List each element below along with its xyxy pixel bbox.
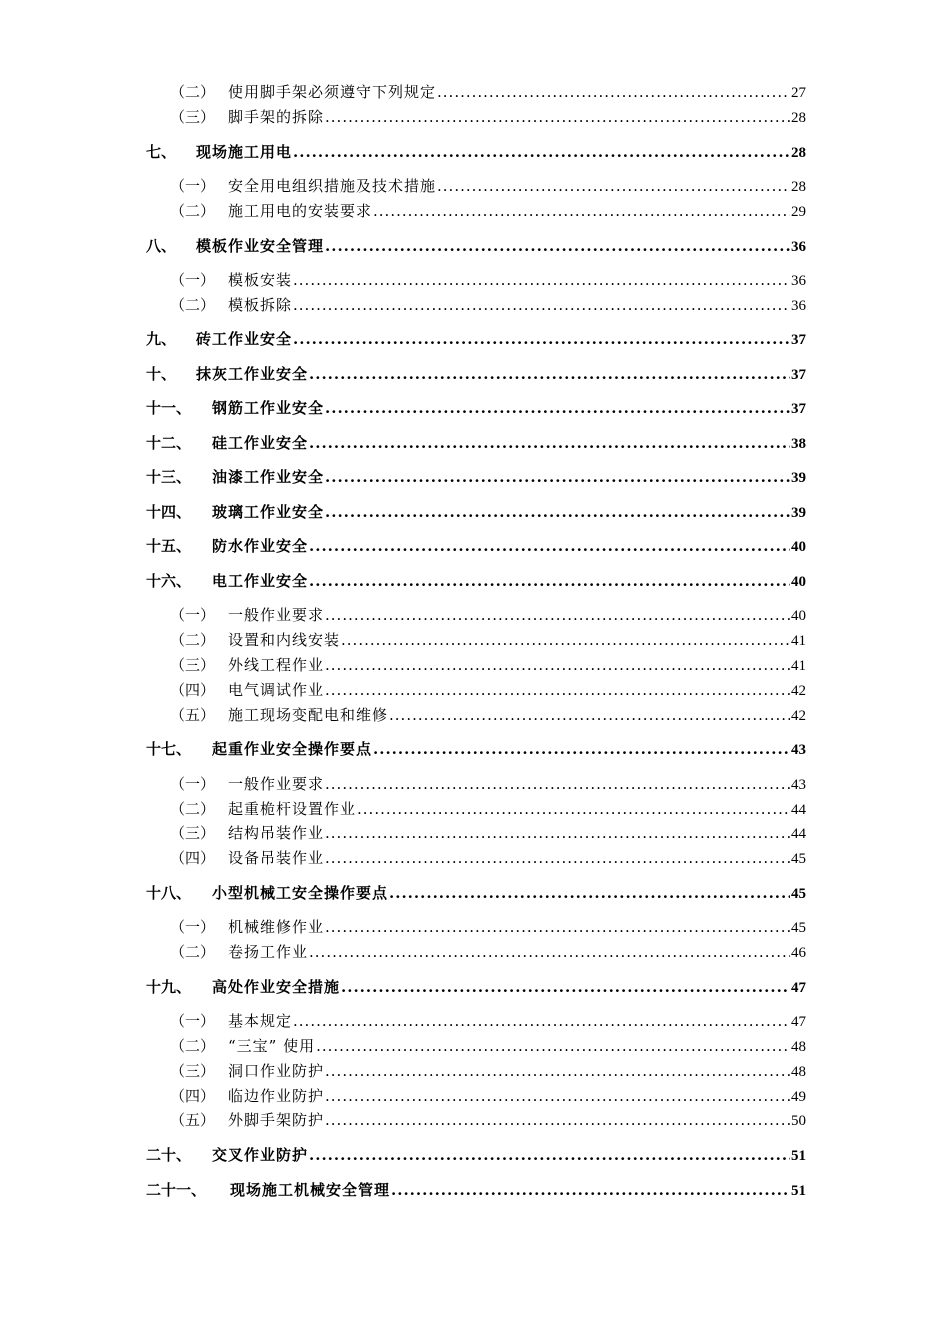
toc-entry-title: 设备吊装作业 — [228, 849, 325, 867]
toc-entry-title: 机械维修作业 — [228, 918, 325, 936]
dot-leader — [316, 1035, 790, 1057]
toc-entry-number: （二） — [170, 296, 216, 314]
toc-entry-page: 37 — [791, 401, 806, 417]
dot-leader — [325, 822, 790, 844]
toc-chapter[interactable] — [146, 1144, 806, 1166]
dot-leader — [309, 363, 790, 385]
toc-entry[interactable] — [170, 822, 806, 844]
dot-leader — [309, 570, 790, 592]
toc-entry[interactable] — [170, 1010, 806, 1032]
toc-entry-title: 油漆工作业安全 — [212, 468, 325, 486]
toc-entry-number: （五） — [170, 1111, 216, 1129]
toc-entry-title: 电工作业安全 — [212, 572, 309, 590]
dot-leader — [389, 882, 790, 904]
dot-leader — [325, 106, 790, 128]
toc-entry[interactable] — [170, 81, 806, 103]
toc-entry-page: 44 — [791, 826, 806, 842]
toc-entry-page: 51 — [791, 1148, 806, 1164]
toc-entry-page: 38 — [791, 436, 806, 452]
toc-entry-title: 现场施工机械安全管理 — [230, 1181, 391, 1199]
toc-entry-page: 47 — [791, 980, 806, 996]
dot-leader — [309, 1144, 790, 1166]
dot-leader — [325, 773, 790, 795]
toc-chapter[interactable] — [146, 397, 806, 419]
toc-entry-number: 十七、 — [146, 740, 192, 758]
toc-chapter[interactable] — [146, 141, 806, 163]
toc-entry-title: 砖工作业安全 — [196, 330, 293, 348]
toc-entry-number: （一） — [170, 606, 216, 624]
dot-leader — [309, 432, 790, 454]
toc-entry-number: 二十、 — [146, 1146, 192, 1164]
toc-entry-title: 一般作业要求 — [228, 775, 325, 793]
dot-leader — [293, 328, 790, 350]
toc-entry[interactable] — [170, 1109, 806, 1131]
toc-entry-page: 36 — [791, 239, 806, 255]
toc-entry-title: 模板安装 — [228, 271, 293, 289]
toc-entry-number: （二） — [170, 1037, 216, 1055]
toc-entry-page: 45 — [791, 851, 806, 867]
toc-entry-title: 钢筋工作业安全 — [212, 399, 325, 417]
toc-entry-page: 51 — [791, 1183, 806, 1199]
toc-entry-title: 洞口作业防护 — [228, 1062, 325, 1080]
toc-entry-number: 十四、 — [146, 503, 192, 521]
toc-entry-title: 使用脚手架必须遵守下列规定 — [228, 83, 437, 101]
toc-entry-number: （二） — [170, 943, 216, 961]
toc-entry[interactable] — [170, 704, 806, 726]
toc-entry-title: 交叉作业防护 — [212, 1146, 309, 1164]
dot-leader — [357, 798, 790, 820]
toc-entry-title: 安全用电组织措施及技术措施 — [228, 177, 437, 195]
dot-leader — [325, 1109, 790, 1131]
dot-leader — [325, 466, 790, 488]
toc-entry[interactable] — [170, 269, 806, 291]
dot-leader — [325, 654, 790, 676]
toc-entry-page: 48 — [791, 1064, 806, 1080]
toc-entry-title: 基本规定 — [228, 1012, 293, 1030]
dot-leader — [341, 629, 790, 651]
toc-entry-page: 44 — [791, 802, 806, 818]
toc-entry[interactable] — [170, 679, 806, 701]
toc-entry-number: 十、 — [146, 365, 177, 383]
toc-entry[interactable] — [170, 1085, 806, 1107]
toc-entry-number: 十五、 — [146, 537, 192, 555]
dot-leader — [325, 501, 790, 523]
toc-entry-title: 脚手架的拆除 — [228, 108, 325, 126]
dot-leader — [325, 847, 790, 869]
dot-leader — [389, 704, 790, 726]
toc-entry-number: 十二、 — [146, 434, 192, 452]
toc-entry-title: 结构吊装作业 — [228, 824, 325, 842]
toc-entry-number: （二） — [170, 83, 216, 101]
toc-chapter[interactable] — [146, 976, 806, 998]
toc-entry-page: 48 — [791, 1039, 806, 1055]
toc-entry-page: 39 — [791, 470, 806, 486]
dot-leader — [309, 941, 790, 963]
toc-entry[interactable] — [170, 798, 806, 820]
dot-leader — [373, 200, 790, 222]
toc-entry-page: 45 — [791, 920, 806, 936]
toc-entry-page: 36 — [791, 298, 806, 314]
toc-entry-page: 39 — [791, 505, 806, 521]
toc-chapter[interactable] — [146, 738, 806, 760]
toc-entry-title: 起重作业安全操作要点 — [212, 740, 373, 758]
dot-leader — [293, 1010, 790, 1032]
toc-entry-number: （四） — [170, 849, 216, 867]
toc-entry-title: 模板拆除 — [228, 296, 293, 314]
toc-entry-number: （四） — [170, 1087, 216, 1105]
toc-entry-number: （五） — [170, 706, 216, 724]
toc-entry-page: 28 — [791, 110, 806, 126]
toc-entry-page: 49 — [791, 1089, 806, 1105]
toc-chapter[interactable] — [146, 235, 806, 257]
toc-entry-page: 29 — [791, 204, 806, 220]
toc-entry[interactable] — [170, 1060, 806, 1082]
toc-entry[interactable] — [170, 916, 806, 938]
dot-leader — [437, 81, 790, 103]
toc-chapter[interactable] — [146, 501, 806, 523]
dot-leader — [325, 397, 790, 419]
toc-entry-title: 模板作业安全管理 — [196, 237, 325, 255]
toc-entry-page: 41 — [791, 633, 806, 649]
toc-entry-number: 八、 — [146, 237, 177, 255]
toc-entry-page: 43 — [791, 777, 806, 793]
toc-entry-number: （一） — [170, 271, 216, 289]
toc-entry-number: （一） — [170, 775, 216, 793]
toc-chapter[interactable] — [146, 363, 806, 385]
toc-entry-page: 37 — [791, 367, 806, 383]
toc-entry-number: （三） — [170, 1062, 216, 1080]
toc-entry-page: 47 — [791, 1014, 806, 1030]
toc-entry[interactable] — [170, 1035, 806, 1057]
dot-leader — [373, 738, 790, 760]
dot-leader — [341, 976, 790, 998]
toc-entry-title: 一般作业要求 — [228, 606, 325, 624]
toc-entry[interactable] — [170, 654, 806, 676]
dot-leader — [325, 604, 790, 626]
dot-leader — [293, 269, 790, 291]
toc-entry-number: （一） — [170, 918, 216, 936]
dot-leader — [437, 175, 790, 197]
dot-leader — [325, 235, 790, 257]
toc-entry[interactable] — [170, 941, 806, 963]
toc-entry-number: （一） — [170, 177, 216, 195]
toc-entry-title: 外线工程作业 — [228, 656, 325, 674]
toc-entry-number: （一） — [170, 1012, 216, 1030]
toc-chapter[interactable] — [146, 432, 806, 454]
toc-entry-page: 28 — [791, 179, 806, 195]
dot-leader — [325, 1085, 790, 1107]
toc-entry-number: （四） — [170, 681, 216, 699]
toc-entry-title: 玻璃工作业安全 — [212, 503, 325, 521]
toc-chapter[interactable] — [146, 1179, 806, 1201]
dot-leader — [325, 679, 790, 701]
toc-entry-page: 45 — [791, 886, 806, 902]
toc-entry-page: 27 — [791, 85, 806, 101]
toc-entry-title: 防水作业安全 — [212, 537, 309, 555]
dot-leader — [391, 1179, 790, 1201]
toc-entry-page: 42 — [791, 683, 806, 699]
toc-entry[interactable] — [170, 106, 806, 128]
toc-entry[interactable] — [170, 629, 806, 651]
toc-entry-number: 十九、 — [146, 978, 192, 996]
toc-entry-title: 施工用电的安装要求 — [228, 202, 373, 220]
toc-entry-title: 电气调试作业 — [228, 681, 325, 699]
toc-entry-title: 起重桅杆设置作业 — [228, 800, 357, 818]
toc-entry-page: 28 — [791, 145, 806, 161]
toc-entry-title: 设置和内线安装 — [228, 631, 341, 649]
toc-entry-page: 42 — [791, 708, 806, 724]
toc-entry-number: （三） — [170, 656, 216, 674]
toc-entry-number: 九、 — [146, 330, 177, 348]
toc-entry-number: 十六、 — [146, 572, 192, 590]
toc-entry-number: （二） — [170, 202, 216, 220]
toc-entry-number: （二） — [170, 631, 216, 649]
toc-entry-title: 卷扬工作业 — [228, 943, 309, 961]
toc-entry-title: 小型机械工安全操作要点 — [212, 884, 389, 902]
dot-leader — [293, 294, 790, 316]
toc-entry-page: 36 — [791, 273, 806, 289]
toc-entry-number: 十一、 — [146, 399, 192, 417]
toc-entry-title: 抹灰工作业安全 — [196, 365, 309, 383]
toc-entry-number: （三） — [170, 108, 216, 126]
toc-entry-number: 十三、 — [146, 468, 192, 486]
toc-entry-page: 43 — [791, 742, 806, 758]
toc-entry-page: 40 — [791, 608, 806, 624]
toc-chapter[interactable] — [146, 570, 806, 592]
toc-entry-number: （二） — [170, 800, 216, 818]
toc-entry-title: 硅工作业安全 — [212, 434, 309, 452]
toc-entry-number: 七、 — [146, 143, 177, 161]
toc-entry[interactable] — [170, 294, 806, 316]
toc-entry-page: 40 — [791, 539, 806, 555]
toc-chapter[interactable] — [146, 328, 806, 350]
toc-entry-title: 外脚手架防护 — [228, 1111, 325, 1129]
toc-chapter[interactable] — [146, 466, 806, 488]
toc-entry-page: 37 — [791, 332, 806, 348]
toc-entry[interactable] — [170, 773, 806, 795]
toc-entry[interactable] — [170, 200, 806, 222]
dot-leader — [325, 1060, 790, 1082]
toc-entry-title: 施工现场变配电和维修 — [228, 706, 389, 724]
toc-entry-title: 现场施工用电 — [196, 143, 293, 161]
toc-entry[interactable] — [170, 175, 806, 197]
toc-entry-number: （三） — [170, 824, 216, 842]
toc-entry-page: 40 — [791, 574, 806, 590]
dot-leader — [325, 916, 790, 938]
toc-entry-page: 46 — [791, 945, 806, 961]
toc-entry[interactable] — [170, 604, 806, 626]
toc-chapter[interactable] — [146, 882, 806, 904]
dot-leader — [309, 535, 790, 557]
toc-entry-title: 高处作业安全措施 — [212, 978, 341, 996]
toc-entry[interactable] — [170, 847, 806, 869]
toc-entry-page: 41 — [791, 658, 806, 674]
toc-chapter[interactable] — [146, 535, 806, 557]
dot-leader — [293, 141, 790, 163]
toc-entry-number: 二十一、 — [146, 1181, 207, 1199]
toc-entry-title: “三宝” 使用 — [228, 1037, 316, 1055]
toc-entry-number: 十八、 — [146, 884, 192, 902]
toc-entry-title: 临边作业防护 — [228, 1087, 325, 1105]
toc-entry-page: 50 — [791, 1113, 806, 1129]
